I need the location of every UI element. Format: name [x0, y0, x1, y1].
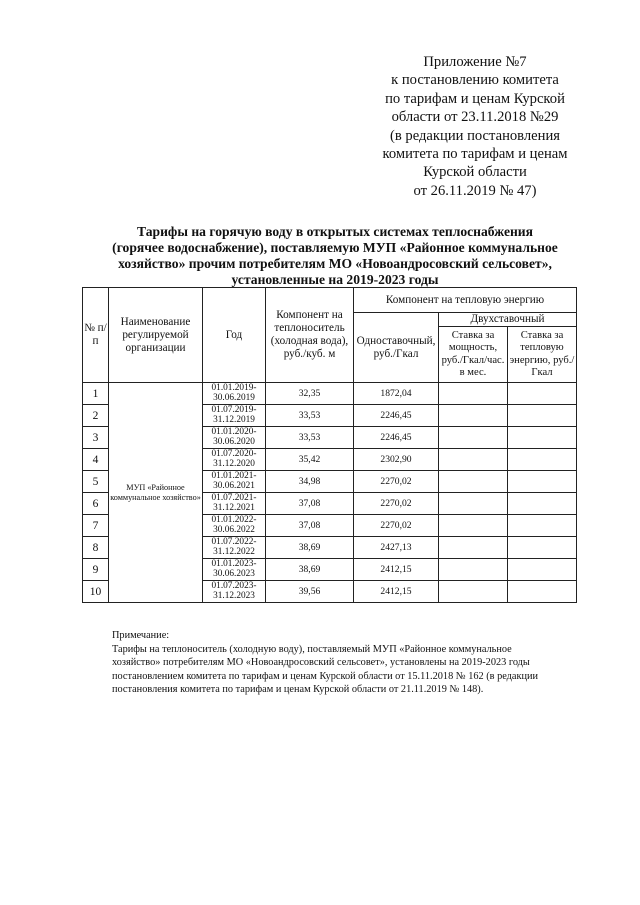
energy-rate-value: [508, 471, 577, 493]
period-cell: [203, 383, 266, 405]
power-rate-value: [439, 471, 508, 493]
row-num: 8: [83, 537, 109, 559]
power-rate-value: [439, 383, 508, 405]
energy-rate-value: [508, 405, 577, 427]
single-rate-value: 2270,02: [354, 515, 439, 537]
period-end: 30.06.2019: [213, 392, 255, 403]
header-num: № п/п: [83, 288, 109, 383]
period-cell: [203, 559, 266, 581]
power-rate-value: [439, 537, 508, 559]
period-cell: [203, 581, 266, 603]
header-energy-component: Компонент на тепловую энергию: [354, 288, 577, 313]
header-power-rate: Ставка за мощность, руб./Гкал/час. в мес.: [439, 327, 508, 383]
organization-name: МУП «Районное коммунальное хозяйство»: [109, 383, 203, 603]
header-single-rate: Одноставочный, руб./Гкал: [354, 313, 439, 383]
period-end: 30.06.2022: [213, 524, 255, 535]
energy-rate-value: [508, 383, 577, 405]
appendix-line: к постановлению комитета: [391, 72, 559, 89]
single-rate-value: 2412,15: [354, 559, 439, 581]
period-start: 01.01.2023-: [211, 558, 257, 569]
period-cell: [203, 449, 266, 471]
row-num: 5: [83, 471, 109, 493]
period-start: 01.07.2022-: [211, 536, 257, 547]
energy-rate-value: [508, 581, 577, 603]
footnote: [112, 629, 578, 697]
single-rate-value: 1872,04: [354, 383, 439, 405]
single-rate-value: 2270,02: [354, 471, 439, 493]
appendix-line: по тарифам и ценам Курской: [385, 90, 565, 107]
period-cell: [203, 493, 266, 515]
note-line: Тарифы на теплоноситель (холодную воду), поставляемый МУП «Районное коммунальное: [112, 643, 512, 655]
tariff-table: [82, 287, 577, 603]
period-start: 01.07.2021-: [211, 492, 257, 503]
note-line: постановлением комитета по тарифам и ценам Курской области от 15.11.2018 № 162 (в редакции: [112, 670, 539, 682]
power-rate-value: [439, 515, 508, 537]
power-rate-value: [439, 405, 508, 427]
period-start: 01.07.2019-: [211, 404, 257, 415]
appendix-line: Курской области: [423, 164, 527, 181]
row-num: 10: [83, 581, 109, 603]
carrier-value: 39,56: [266, 581, 354, 603]
appendix-header: [360, 53, 590, 200]
row-num: 4: [83, 449, 109, 471]
row-num: 1: [83, 383, 109, 405]
carrier-value: 32,35: [266, 383, 354, 405]
period-start: 01.07.2020-: [211, 448, 257, 459]
carrier-value: 37,08: [266, 515, 354, 537]
header-carrier-component: Компонент на теплоноситель (холодная вода), руб./куб. м: [266, 288, 354, 383]
period-cell: [203, 427, 266, 449]
note-line: постановления комитета по тарифам и ценам Курской области от 21.11.2019 № 148).: [112, 684, 484, 695]
period-cell: [203, 405, 266, 427]
period-end: 30.06.2021: [213, 480, 255, 491]
period-end: 31.12.2021: [213, 502, 255, 513]
power-rate-value: [439, 559, 508, 581]
energy-rate-value: [508, 427, 577, 449]
appendix-line: комитета по тарифам и ценам: [382, 146, 568, 163]
energy-rate-value: [508, 493, 577, 515]
row-num: 6: [83, 493, 109, 515]
period-end: 31.12.2020: [213, 458, 255, 469]
period-start: 01.01.2020-: [211, 426, 257, 437]
power-rate-value: [439, 427, 508, 449]
carrier-value: 38,69: [266, 559, 354, 581]
period-end: 30.06.2020: [213, 436, 255, 447]
period-start: 01.01.2022-: [211, 514, 257, 525]
header-org: Наименование регулируемой организации: [109, 288, 203, 383]
appendix-line: от 26.11.2019 № 47): [413, 182, 537, 199]
single-rate-value: 2246,45: [354, 405, 439, 427]
header-year: Год: [203, 288, 266, 383]
title-line: Тарифы на горячую воду в открытых системах теплоснабжения: [137, 224, 533, 239]
carrier-value: 38,69: [266, 537, 354, 559]
single-rate-value: 2246,45: [354, 427, 439, 449]
title-line: хозяйство» прочим потребителям МО «Новоандросовский сельсовет»,: [118, 256, 552, 271]
period-cell: [203, 537, 266, 559]
single-rate-value: 2427,13: [354, 537, 439, 559]
energy-rate-value: [508, 537, 577, 559]
title-line: установленные на 2019-2023 годы: [231, 272, 439, 287]
document-title: [80, 224, 590, 288]
single-rate-value: 2412,15: [354, 581, 439, 603]
power-rate-value: [439, 493, 508, 515]
period-end: 31.12.2023: [213, 590, 255, 601]
period-start: 01.01.2021-: [211, 470, 257, 481]
period-cell: [203, 515, 266, 537]
energy-rate-value: [508, 449, 577, 471]
row-num: 3: [83, 427, 109, 449]
period-start: 01.07.2023-: [211, 580, 257, 591]
carrier-value: 33,53: [266, 405, 354, 427]
row-num: 2: [83, 405, 109, 427]
period-end: 31.12.2022: [213, 546, 255, 557]
period-cell: [203, 471, 266, 493]
period-end: 30.06.2023: [213, 568, 255, 579]
row-num: 9: [83, 559, 109, 581]
carrier-value: 35,42: [266, 449, 354, 471]
appendix-line: Приложение №7: [423, 54, 527, 70]
carrier-value: 37,08: [266, 493, 354, 515]
single-rate-value: 2302,90: [354, 449, 439, 471]
appendix-line: области от 23.11.2018 №29: [391, 109, 559, 126]
power-rate-value: [439, 449, 508, 471]
row-num: 7: [83, 515, 109, 537]
note-line: хозяйство» потребителям МО «Новоандросовский сельсовет», установлены на 2019-2023 годы: [112, 657, 530, 668]
header-energy-rate: Ставка за тепловую энергию, руб./Гкал: [508, 327, 577, 383]
period-start: 01.01.2019-: [211, 382, 257, 393]
power-rate-value: [439, 581, 508, 603]
note-heading: Примечание:: [112, 630, 170, 641]
energy-rate-value: [508, 515, 577, 537]
period-end: 31.12.2019: [213, 414, 255, 425]
appendix-line: (в редакции постановления: [390, 127, 560, 144]
title-line: (горячее водоснабжение), поставляемую МУП «Районное коммунальное: [112, 240, 558, 255]
energy-rate-value: [508, 559, 577, 581]
carrier-value: 34,98: [266, 471, 354, 493]
single-rate-value: 2270,02: [354, 493, 439, 515]
carrier-value: 33,53: [266, 427, 354, 449]
header-two-rate: Двухставочный: [439, 313, 577, 327]
